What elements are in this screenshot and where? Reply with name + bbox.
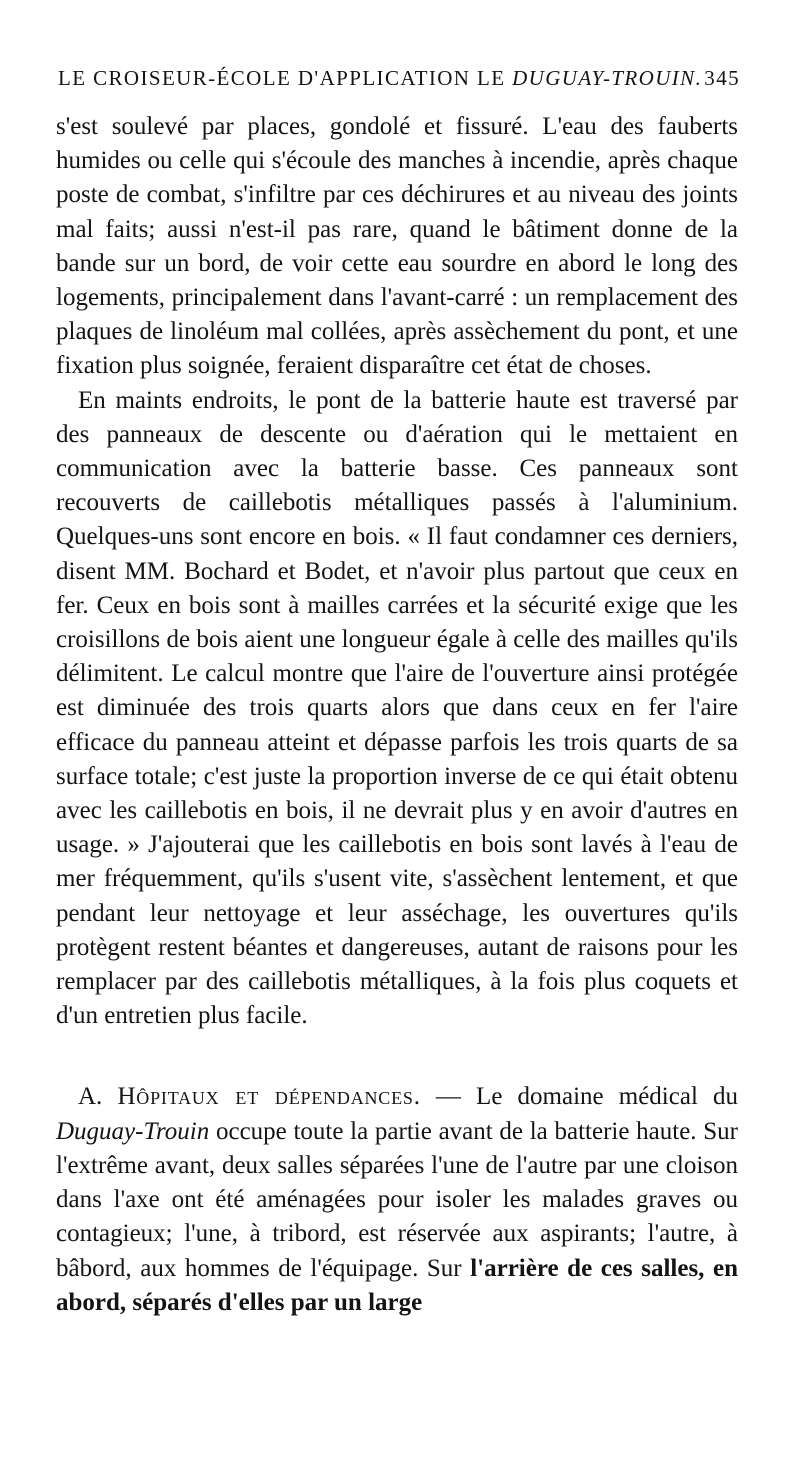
section-dash: —: [420, 1083, 477, 1111]
paragraph-panneaux: En maints endroits, le pont de la batterie haute est traversé par des panneaux de descente ou d'aération qui le mettaient en communication avec la batterie basse. Ces panneaux sont recouverts de caillebotis métalliques passés à l'aluminium. Quelques-uns sont encore en bois. « Il faut condamner ces derniers, disent MM. Bochard et Bodet, et n'avoir plus partout que ceux en fer. Ceux en bois sont à mailles carrées et la sécurité exige que les croisillons de bois aient une longueur égale à celle des mailles qu'ils délimitent. Le calcul montre que l'aire de l'ouverture ainsi protégée est diminuée des trois quarts alors que dans ceux en fer l'aire efficace du panneau atteint et dépasse parfois les trois quarts de sa surface totale; c'est juste la proportion inverse de ce qui était obtenu avec les caillebotis en bois, il ne devrait plus y en avoir d'autres en usage. » J'ajouterai que les caillebotis en bois sont lavés à l'eau de mer fréquemment, qu'ils s'usent vite, s'assèchent lentement, et que pendant leur nettoyage et leur asséchage, les ouvertures qu'ils protègent restent béantes et dangereuses, autant de raisons pour les remplacer par des caillebotis métalliques, à la fois plus coquets et d'un entretien plus facile.: [56, 386, 738, 1030]
section-ship-name: Duguay-Trouin: [56, 1117, 210, 1145]
paragraph-continued: s'est soulevé par places, gondolé et fissuré. L'eau des fauberts humides ou celle qui s'écoule des manches à incendie, après chaque poste de combat, s'infiltre par ces déchirures et au niveau des joints mal faits; aussi n'est-il pas rare, quand le bâtiment donne de la bande sur un bord, de voir cette eau sourdre en abord le long des logements, principalement dans l'avant-carré : un remplacement des plaques de linoléum mal collées, après assèchement du pont, et une fixation plus soignée, feraient disparaître cet état de choses.: [56, 113, 738, 380]
running-title: [58, 66, 702, 91]
running-head: [58, 66, 740, 96]
section-heading: Hôpitaux et dépendances.: [117, 1083, 421, 1111]
body-text: [56, 110, 738, 1320]
section-hopitaux: [56, 1080, 738, 1319]
running-title-text: LE CROISEUR-ÉCOLE D'APPLICATION LE: [58, 66, 513, 90]
page-number: 345: [704, 66, 740, 90]
section-text-c: l'arrière de ces salles, en abord, séparés d'elles par un large: [56, 1254, 739, 1316]
section-text-b: occupe toute la partie avant de la batterie haute. Sur l'extrême avant, deux salles séparées l'une de l'autre par une cloison dans l'axe ont été aménagées pour isoler les malades graves ou contagieux; l'une, à tribord, est réservée aux aspirants; l'autre, à bâbord, aux hommes de l'équipage. Sur: [56, 1117, 738, 1282]
section-text-a: Le domaine médical du: [476, 1083, 739, 1111]
running-title-ship: DUGUAY-TROUIN.: [512, 66, 703, 90]
section-label: A.: [78, 1083, 103, 1111]
